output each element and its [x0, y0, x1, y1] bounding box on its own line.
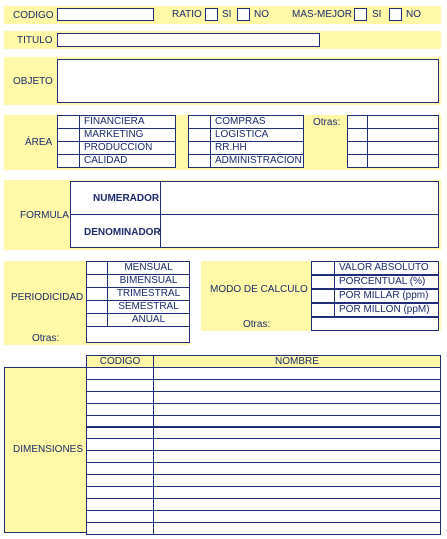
- titulo-label: TITULO: [17, 35, 53, 46]
- area-option-compras: COMPRAS: [210, 115, 304, 129]
- area-check-produccion[interactable]: [57, 141, 80, 155]
- codigo-input[interactable]: [57, 8, 154, 21]
- mas-mejor-no-checkbox[interactable]: [389, 8, 402, 21]
- area-otras-check-1[interactable]: [347, 115, 368, 129]
- ratio-si-label: SI: [222, 9, 232, 20]
- modo-calculo-otras-label: Otras:: [243, 319, 271, 330]
- area-option-rrhh: RR.HH: [210, 141, 304, 155]
- area-option-calidad: CALIDAD: [79, 154, 176, 168]
- titulo-input[interactable]: [57, 33, 320, 47]
- ratio-si-checkbox[interactable]: [205, 8, 218, 21]
- area-check-compras[interactable]: [188, 115, 211, 129]
- modo-option-por-millar: POR MILLAR (ppm): [334, 289, 439, 303]
- periodicidad-otras-label: Otras:: [32, 333, 60, 344]
- area-option-produccion: PRODUCCION: [79, 141, 176, 155]
- dimensiones-label: DIMENSIONES: [13, 444, 84, 455]
- area-otras-check-2[interactable]: [347, 128, 368, 142]
- periodicidad-check-semestral[interactable]: [86, 300, 108, 314]
- periodicidad-check-trimestral[interactable]: [86, 287, 108, 301]
- area-option-logistica: LOGISTICA: [210, 128, 304, 142]
- modo-option-por-millon: POR MILLON (ppM): [334, 303, 439, 317]
- area-option-marketing: MARKETING: [79, 128, 176, 142]
- area-check-marketing[interactable]: [57, 128, 80, 142]
- area-otras-input-2[interactable]: [367, 128, 439, 142]
- area-label: ÁREA: [25, 137, 53, 148]
- periodicidad-option-anual: ANUAL: [107, 313, 190, 327]
- modo-calculo-otras-input[interactable]: [311, 317, 439, 331]
- mas-mejor-si-checkbox[interactable]: [354, 8, 367, 21]
- mas-mejor-si-label: SI: [372, 9, 382, 20]
- area-otras-label: Otras:: [313, 117, 341, 128]
- mas-mejor-no-label: NO: [406, 9, 421, 20]
- periodicidad-option-mensual: MENSUAL: [107, 261, 190, 275]
- modo-check-valor-absoluto[interactable]: [311, 261, 335, 275]
- area-check-financiera[interactable]: [57, 115, 80, 129]
- periodicidad-check-anual[interactable]: [86, 313, 108, 327]
- objeto-label: OBJETO: [13, 76, 53, 87]
- modo-check-por-millon[interactable]: [311, 303, 335, 317]
- modo-option-porcentual: PORCENTUAL (%): [334, 275, 439, 289]
- periodicidad-check-bimensual[interactable]: [86, 274, 108, 288]
- periodicidad-label: PERIODICIDAD: [11, 292, 84, 303]
- ratio-no-checkbox[interactable]: [237, 8, 250, 21]
- ratio-label: RATIO: [172, 9, 202, 20]
- mas-mejor-label: MAS-MEJOR: [292, 9, 352, 20]
- area-check-calidad[interactable]: [57, 154, 80, 168]
- periodicidad-option-semestral: SEMESTRAL: [107, 300, 190, 314]
- area-option-financiera: FINANCIERA: [79, 115, 176, 129]
- dimension-codigo-cell[interactable]: [86, 522, 154, 535]
- periodicidad-check-mensual[interactable]: [86, 261, 108, 275]
- modo-check-por-millar[interactable]: [311, 289, 335, 303]
- area-otras-check-3[interactable]: [347, 141, 368, 155]
- dimension-nombre-cell[interactable]: [153, 522, 441, 535]
- formula-divider-horizontal: [70, 214, 439, 215]
- area-option-administracion: ADMINISTRACION: [210, 154, 304, 168]
- numerador-input[interactable]: [162, 182, 438, 213]
- denominador-label: DENOMINADOR: [84, 227, 161, 238]
- area-otras-check-4[interactable]: [347, 154, 368, 168]
- ratio-no-label: NO: [254, 9, 269, 20]
- area-check-administracion[interactable]: [188, 154, 211, 168]
- area-otras-input-1[interactable]: [367, 115, 439, 129]
- periodicidad-option-bimensual: BIMENSUAL: [107, 274, 190, 288]
- periodicidad-otras-input[interactable]: [86, 326, 190, 343]
- area-otras-input-3[interactable]: [367, 141, 439, 155]
- dimensiones-nombre-header: NOMBRE: [153, 355, 441, 368]
- modo-calculo-label: MODO DE CALCULO: [210, 284, 308, 295]
- codigo-label: CODIGO: [13, 10, 54, 21]
- modo-check-porcentual[interactable]: [311, 275, 335, 289]
- denominador-input[interactable]: [162, 216, 438, 247]
- area-otras-input-4[interactable]: [367, 154, 439, 168]
- area-check-logistica[interactable]: [188, 128, 211, 142]
- formula-label: FORMULA: [20, 210, 69, 221]
- periodicidad-option-trimestral: TRIMESTRAL: [107, 287, 190, 301]
- modo-option-valor-absoluto: VALOR ABSOLUTO: [334, 261, 439, 275]
- area-check-rrhh[interactable]: [188, 141, 211, 155]
- numerador-label: NUMERADOR: [93, 193, 160, 204]
- dimensiones-codigo-header: CODIGO: [86, 355, 154, 368]
- objeto-input[interactable]: [57, 59, 439, 103]
